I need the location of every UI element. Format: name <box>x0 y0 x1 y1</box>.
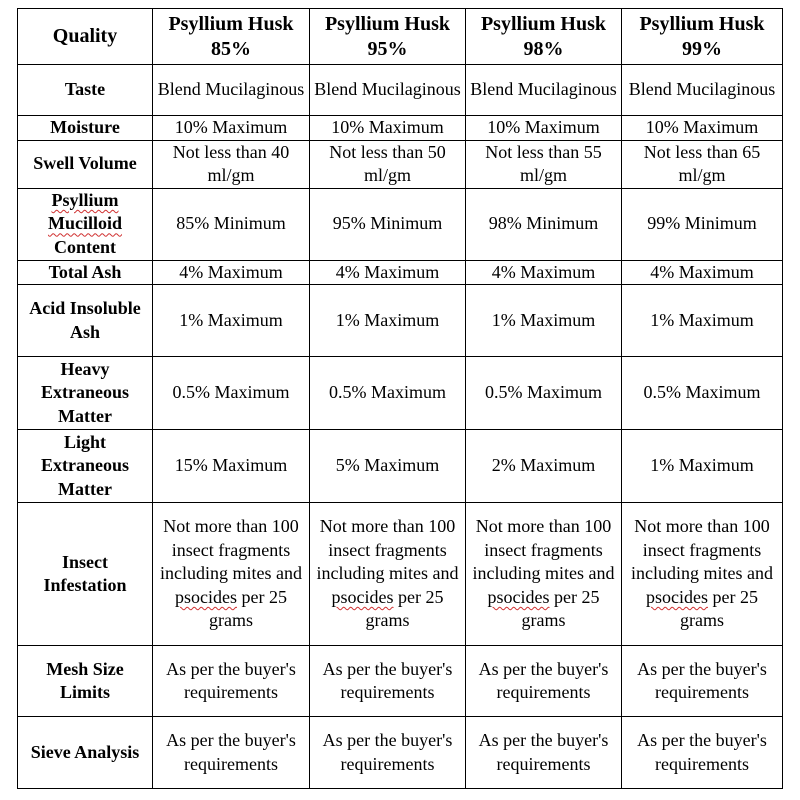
cell-mucilloid-98: 98% Minimum <box>466 188 622 260</box>
cell-heavy-98: 0.5% Maximum <box>466 357 622 430</box>
label-swell-volume: Swell Volume <box>18 140 153 188</box>
cell-sieve-95: As per the buyer's requirements <box>310 717 466 789</box>
cell-moisture-98: 10% Maximum <box>466 116 622 141</box>
row-taste <box>18 65 783 116</box>
cell-light-99: 1% Maximum <box>622 430 783 503</box>
header-psyllium-98: Psyllium Husk 98% <box>466 9 622 65</box>
cell-ash-99: 4% Maximum <box>622 260 783 285</box>
cell-heavy-95: 0.5% Maximum <box>310 357 466 430</box>
cell-taste-85: Blend Mucilaginous <box>153 65 310 116</box>
cell-ash-98: 4% Maximum <box>466 260 622 285</box>
cell-mesh-99: As per the buyer's requirements <box>622 646 783 717</box>
header-quality: Quality <box>18 9 153 65</box>
cell-taste-95: Blend Mucilaginous <box>310 65 466 116</box>
cell-sieve-98: As per the buyer's requirements <box>466 717 622 789</box>
label-moisture: Moisture <box>18 116 153 141</box>
cell-mucilloid-99: 99% Minimum <box>622 188 783 260</box>
cell-taste-99: Blend Mucilaginous <box>622 65 783 116</box>
cell-taste-98: Blend Mucilaginous <box>466 65 622 116</box>
cell-moisture-99: 10% Maximum <box>622 116 783 141</box>
cell-heavy-99: 0.5% Maximum <box>622 357 783 430</box>
cell-swell-95: Not less than 50 ml/gm <box>310 140 466 188</box>
header-psyllium-99: Psyllium Husk 99% <box>622 9 783 65</box>
header-psyllium-95: Psyllium Husk 95% <box>310 9 466 65</box>
label-acid-insoluble-ash: Acid Insoluble Ash <box>18 285 153 357</box>
cell-insect-85: Not more than 100 insect fragments including mites and psocides per 25 grams <box>153 503 310 646</box>
label-mucilloid-word-1: Psyllium <box>51 189 119 210</box>
row-moisture <box>18 116 783 141</box>
cell-sieve-99: As per the buyer's requirements <box>622 717 783 789</box>
row-insect-infestation <box>18 503 783 646</box>
cell-swell-99: Not less than 65 ml/gm <box>622 140 783 188</box>
cell-ash-85: 4% Maximum <box>153 260 310 285</box>
cell-light-95: 5% Maximum <box>310 430 466 503</box>
label-insect-infestation: Insect Infestation <box>18 503 153 646</box>
cell-mesh-85: As per the buyer's requirements <box>153 646 310 717</box>
cell-heavy-85: 0.5% Maximum <box>153 357 310 430</box>
label-mucilloid-word-3: Content <box>54 236 116 257</box>
header-psyllium-85: Psyllium Husk 85% <box>153 9 310 65</box>
row-light-extraneous-matter <box>18 430 783 503</box>
row-heavy-extraneous-matter <box>18 357 783 430</box>
row-total-ash <box>18 260 783 285</box>
row-acid-insoluble-ash <box>18 285 783 357</box>
cell-ash-95: 4% Maximum <box>310 260 466 285</box>
label-sieve-analysis: Sieve Analysis <box>18 717 153 789</box>
cell-light-85: 15% Maximum <box>153 430 310 503</box>
cell-acid-85: 1% Maximum <box>153 285 310 357</box>
cell-mesh-95: As per the buyer's requirements <box>310 646 466 717</box>
cell-acid-99: 1% Maximum <box>622 285 783 357</box>
psyllium-spec-table <box>17 8 783 789</box>
cell-mucilloid-85: 85% Minimum <box>153 188 310 260</box>
cell-moisture-95: 10% Maximum <box>310 116 466 141</box>
row-swell-volume <box>18 140 783 188</box>
cell-insect-98: Not more than 100 insect fragments including mites and psocides per 25 grams <box>466 503 622 646</box>
label-taste: Taste <box>18 65 153 116</box>
label-mucilloid-word-2: Mucilloid <box>47 213 122 234</box>
label-mesh-size-limits: Mesh Size Limits <box>18 646 153 717</box>
cell-insect-95: Not more than 100 insect fragments including mites and psocides per 25 grams <box>310 503 466 646</box>
label-heavy-extraneous-matter: Heavy Extraneous Matter <box>18 357 153 430</box>
cell-light-98: 2% Maximum <box>466 430 622 503</box>
cell-mucilloid-95: 95% Minimum <box>310 188 466 260</box>
label-total-ash: Total Ash <box>18 260 153 285</box>
label-light-extraneous-matter: Light Extraneous Matter <box>18 430 153 503</box>
cell-swell-85: Not less than 40 ml/gm <box>153 140 310 188</box>
cell-acid-95: 1% Maximum <box>310 285 466 357</box>
cell-mesh-98: As per the buyer's requirements <box>466 646 622 717</box>
cell-moisture-85: 10% Maximum <box>153 116 310 141</box>
header-row <box>18 9 783 65</box>
cell-acid-98: 1% Maximum <box>466 285 622 357</box>
row-sieve-analysis <box>18 717 783 789</box>
cell-insect-99: Not more than 100 insect fragments including mites and psocides per 25 grams <box>622 503 783 646</box>
cell-swell-98: Not less than 55 ml/gm <box>466 140 622 188</box>
label-mucilloid-content <box>18 188 153 260</box>
cell-sieve-85: As per the buyer's requirements <box>153 717 310 789</box>
row-mesh-size-limits <box>18 646 783 717</box>
row-mucilloid-content <box>18 188 783 260</box>
